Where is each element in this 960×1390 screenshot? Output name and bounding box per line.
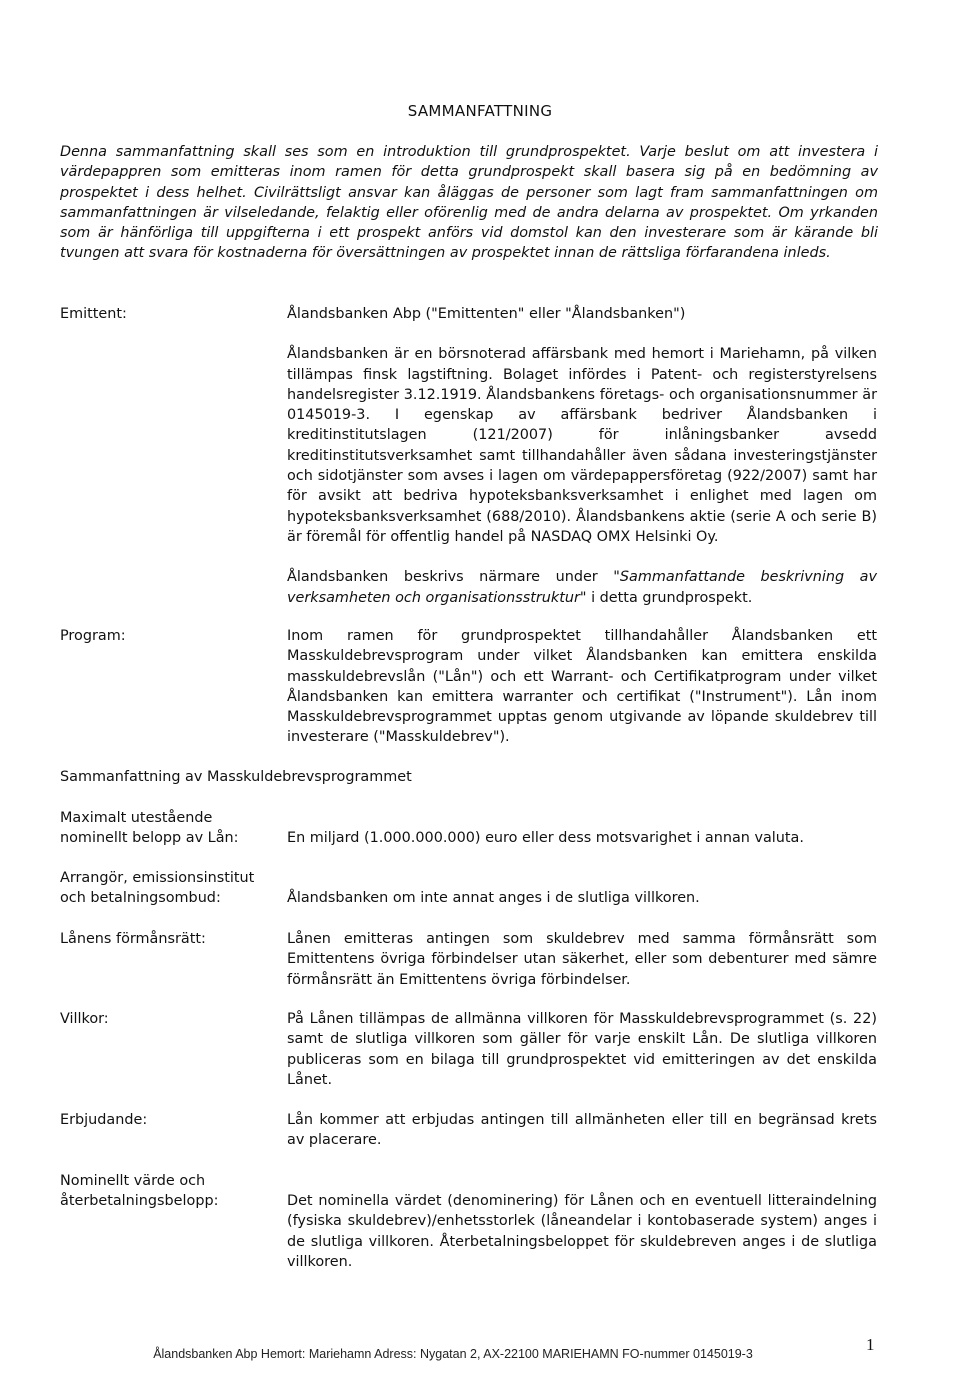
- emittent-reference: Ålandsbanken beskrivs närmare under "Sammanfattande beskrivning av verksamheten och organisationsstruktur" i detta grundprospekt.: [287, 569, 877, 606]
- row-value: Lån kommer att erbjudas antingen till allmänheten eller till en begränsad krets av placerare.: [287, 1112, 877, 1149]
- page-title: SAMMANFATTNING: [407, 102, 553, 120]
- row-label: Maximalt utestående nominellt belopp av Lån:: [60, 810, 239, 847]
- row-value: Ålandsbanken om inte annat anges i de slutliga villkoren.: [287, 890, 700, 906]
- emittent-line: Ålandsbanken Abp ("Emittenten" eller "Ålandsbanken"): [287, 306, 686, 322]
- row-value: Det nominella värdet (denominering) för Lånen och en eventuell litteraindelning (fysiska skuldebrev)/enhetsstorlek (låneandelar i kontobaserade system) anges i de slutliga villkoren. Återbetalningsbeloppet för skuldebreven anges i de slutliga villkoren.: [287, 1193, 877, 1270]
- emittent-description: Ålandsbanken är en börsnoterad affärsbank med hemort i Mariehamn, på vilken tillämpas finsk lagstiftning. Bolaget infördes i Patent- och registerstyrelsens handelsregister 3.12.1919. Ålandsbankens företags- och organisationsnummer är 0145019-3. I egenskap av affärsbank bedriver Ålandsbanken i kreditinstitutslagen (121/2007) för inlåningsbanker avsedd kreditinstitutsverksamhet samt tillhandahåller även sådana investeringstjänster och sidotjänster som avses i lagen om värdepappersföretag (922/2007) samt har för avsikt att bedriva hypoteksbanksverksamhet i enlighet med lagen om hypoteksbanksverksamhet (688/2010). Ålandsbankens aktie (serie A och serie B) är föremål för offentlig handel på NASDAQ OMX Helsinki Oy.: [287, 346, 877, 545]
- row-label: Arrangör, emissionsinstitut och betalningsombud:: [60, 870, 255, 907]
- row-value: Lånen emitteras antingen som skuldebrev med samma förmånsrätt som Emittentens övriga förbindelser utan säkerhet, eller som debenturer med sämre förmånsrätt än Emittentens övriga förbindelser.: [287, 931, 877, 988]
- row-label: Lånens förmånsrätt:: [60, 931, 206, 947]
- row-value: På Lånen tillämpas de allmänna villkoren för Masskuldebrevsprogrammet (s. 22) samt de slutliga villkoren som gäller för varje enskilt Lån. De slutliga villkoren publiceras som en bilaga till grundprospektet vid emitteringen av det enskilda Lånet.: [287, 1011, 877, 1088]
- emittent-value: [287, 304, 877, 608]
- program-label: Program:: [60, 628, 126, 644]
- program-value: Inom ramen för grundprospektet tillhandahåller Ålandsbanken ett Masskuldebrevsprogram under vilket Ålandsbanken kan emittera enskilda masskuldebrevslån ("Lån") och ett Warrant- och Certifikatprogram under vilket Ålandsbanken kan emittera warranter och certifikat ("Instrument"). Lån inom Masskuldebrevsprogrammet upptas genom utgivande av löpande skuldebrev till investerare ("Masskuldebrev").: [287, 628, 877, 746]
- intro-paragraph: Denna sammanfattning skall ses som en introduktion till grundprospektet. Varje beslut om att investera i värdepappren som emitteras inom ramen för detta grundprospekt skall basera sig på en bedömning av prospektet i dess helhet. Civilrättsligt ansvar kan åläggas de personer som lagt fram sammanfattningen om sammanfattningen är vilseledande, felaktig eller oförenlig med de andra delarna av prospektet. Om yrkanden som är hänförliga till uppgifterna i ett prospekt anförs vid domstol kan den investerare som är kärande bli tvungen att svara för kostnaderna för översättningen av prospektet innan de rättsliga förfarandena inleds.: [60, 144, 878, 262]
- row-label: Villkor:: [60, 1011, 109, 1027]
- emittent-label: Emittent:: [60, 306, 127, 322]
- page-footer: Ålandsbanken Abp Hemort: Mariehamn Adress: Nygatan 2, AX-22100 MARIEHAMN FO-nummer 0145019-3: [153, 1347, 753, 1361]
- row-value: En miljard (1.000.000.000) euro eller dess motsvarighet i annan valuta.: [287, 830, 804, 846]
- section-heading: Sammanfattning av Masskuldebrevsprogrammet: [60, 769, 412, 785]
- page-number: 1: [866, 1335, 875, 1354]
- row-label: Nominellt värde och återbetalningsbelopp:: [60, 1173, 219, 1210]
- row-label: Erbjudande:: [60, 1112, 148, 1128]
